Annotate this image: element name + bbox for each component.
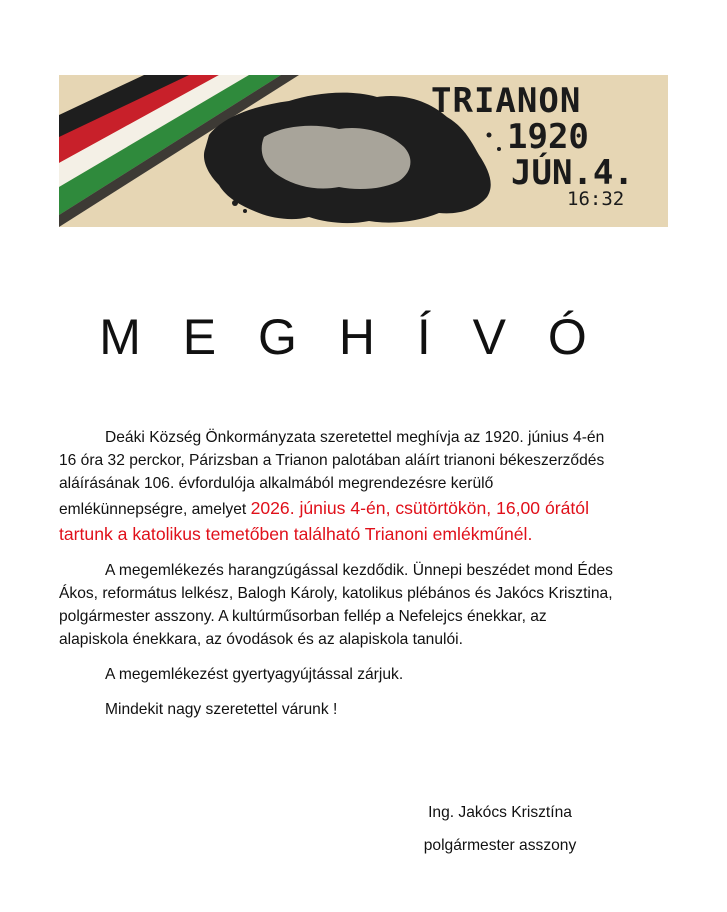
p1-line-1: Deáki Község Önkormányzata szeretettel meghívja az 1920. június 4-én: [105, 429, 605, 446]
paragraph-4: Mindekit nagy szeretettel várunk !: [105, 701, 338, 718]
page-title: M E G H Í V Ó: [99, 309, 601, 365]
paragraph-2: [59, 559, 649, 651]
event-location-highlight: tartunk a katolikus temetőben található Trianoni emlékműnél.: [59, 524, 533, 544]
paragraph-3: A megemlékezést gyertyagyújtással zárjuk.: [105, 666, 404, 683]
banner-time: 16:32: [567, 188, 625, 210]
invitation-body: [59, 426, 649, 733]
p2-line-4: alapiskola énekkara, az óvodások és az alapiskola tanulói.: [59, 631, 463, 648]
banner-title: TRIANON: [431, 81, 582, 121]
p2-line-1: A megemlékezés harangzúgással kezdődik. Ünnepi beszédet mond Édes: [105, 562, 613, 579]
p1-line-3: aláírásának 106. évfordulója alkalmából megrendezésre kerülő: [59, 475, 494, 492]
trianon-banner: [59, 75, 668, 227]
banner-year: 1920: [507, 117, 589, 157]
p2-line-3: polgármester asszony. A kultúrműsorban fellép a Nefelejcs énekkar, az: [59, 608, 547, 625]
signature-name: Ing. Jakócs Krisztína: [428, 804, 572, 821]
p2-line-2: Ákos, református lelkész, Balogh Károly, katolikus plébános és Jakócs Krisztina,: [59, 585, 613, 602]
p1-line-2: 16 óra 32 perckor, Párizsban a Trianon palotában aláírt trianoni békeszerződés: [59, 452, 605, 469]
paragraph-1: [59, 426, 649, 547]
signature-title: polgármester asszony: [423, 837, 577, 854]
p1-line-4: emlékünnepségre, amelyet: [59, 501, 247, 518]
banner-date: JÚN.4.: [511, 153, 634, 193]
event-date-highlight: 2026. június 4-én, csütörtökön, 16,00 órától: [250, 498, 589, 518]
